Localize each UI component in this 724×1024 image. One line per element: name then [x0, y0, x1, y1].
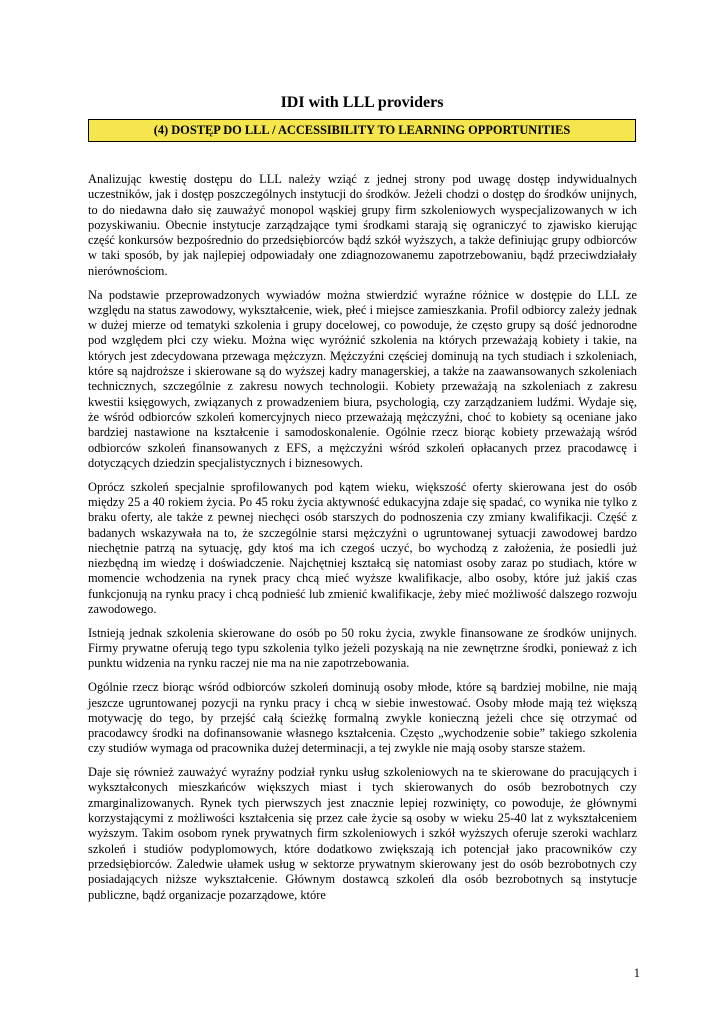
document-title: IDI with LLL providers [280, 94, 444, 111]
paragraph: Ogólnie rzecz biorąc wśród odbiorców szkoleń dominują osoby młode, które są bardziej mobilne, nie mają jeszcze ugruntowanej pozycji na rynku pracy i chcą w siebie inwestować. Osoby młode mają też większą motywację do tego, by przejść całą ścieżkę formalną zwykle konieczną jeżeli chce się otrzymać od pracodawcy środki na dofinansowanie własnego kształcenia. Często „wychodzenie sobie” takiego szkolenia czy studiów wymaga od pracownika dużej determinacji, a tej zwykle nie mają osoby starsze stażem. [88, 680, 637, 756]
paragraph: Analizując kwestię dostępu do LLL należy wziąć z jednej strony pod uwagę dostęp indywidualnych uczestników, jak i dostęp poszczególnych instytucji do środków. Jeżeli chodzi o dostęp do środków unijnych, to do niedawna dało się zauważyć monopol wąskiej grupy firm szkoleniowych wyspecjalizowanych w ich pozyskiwaniu. Obecnie instytucje zarządzające tymi środkami starają się ograniczyć to zjawisko kierując część konkursów bezpośrednio do przedsiębiorców bądź szkół wyższych, a także definiując grupy odbiorców w taki sposób, by jak najlepiej odpowiadały one zdiagnozowanemu zapotrzebowaniu, bądź przeciwdziałały nierównościom. [88, 172, 637, 278]
paragraph: Istnieją jednak szkolenia skierowane do osób po 50 roku życia, zwykle finansowane ze środków unijnych. Firmy prywatne oferują tego typu szkolenia tylko jeżeli pozyskają na nie zewnętrzne środki, ponieważ z ich punktu widzenia na rynku raczej nie ma na nie zapotrzebowania. [88, 625, 637, 671]
paragraph: Daje się również zauważyć wyraźny podział rynku usług szkoleniowych na te skierowane do pracujących i wykształconych mieszkańców większych miast i tych skierowanych do osób bezrobotnych czy zmarginalizowanych. Rynek tych pierwszych jest znacznie lepiej rozwinięty, co powoduje, że głównymi korzystającymi z możliwości kształcenia się przez całe życie są osoby w wieku 25-40 lat z wykształceniem wyższym. Takim osobom rynek prywatnych firm szkoleniowych i szkół wyższych oferuje szeroki wachlarz szkoleń i studiów podyplomowych, które dodatkowo zwiększają ich potencjał jako pracowników czy przedsiębiorców. Zaledwie ułamek usług w sektorze prywatnym skierowany jest do osób bezrobotnych czy posiadających niższe wykształcenie. Głównym dostawcą szkoleń dla osób bezrobotnych są instytucje publiczne, bądź organizacje pozarządowe, które [88, 765, 637, 902]
section-header: (4) DOSTĘP DO LLL / ACCESSIBILITY TO LEARNING OPPORTUNITIES [88, 119, 636, 142]
paragraph: Oprócz szkoleń specjalnie sprofilowanych pod kątem wieku, większość oferty skierowana jest do osób między 25 a 40 rokiem życia. Po 45 roku życia aktywność edukacyjna zdaje się spadać, co wynika nie tylko z braku oferty, ale także z pewnej niechęci osób starszych do podnoszenia czy zmiany kwalifikacji. Część z badanych wskazywała na to, że szczególnie starsi mężczyźni o ugruntowanej sytuacji zawodowej bardzo niechętnie patrzą na sytuację, gdy ktoś ma ich czegoś uczyć, bo wychodzą z założenia, że posiedli już niezbędną im wiedzę i doświadczenie. Najchętniej kształcą się natomiast osoby zaraz po studiach, które w momencie wchodzenia na rynek pracy chcą mieć wyższe kwalifikacje, albo osoby, które już jakiś czas funkcjonują na rynku pracy i chcą podnieść lub zmienić kwalifikacje, żeby mieć możliwość dalszego rozwoju zawodowego. [88, 479, 637, 617]
paragraph: Na podstawie przeprowadzonych wywiadów można stwierdzić wyraźne różnice w dostępie do LLL ze względu na status zawodowy, wykształcenie, wiek, płeć i miejsce zamieszkania. Profil odbiorcy zależy jednak w dużej mierze od tematyki szkolenia i grupy docelowej, co powoduje, że często grupy są dość jednorodne pod względem płci czy wieku. Można więc wyróżnić szkolenia na których przeważają kobiety i takie, na których jest zdecydowana przewaga mężczyzn. Mężczyźni częściej dominują na tych studiach i szkoleniach, które są najdroższe i skierowane są do wyższej kadry managerskiej, a także na zaawansowanych szkoleniach technicznych, szczególnie z zakresu nowych technologii. Kobiety przeważają na szkoleniach z zakresu kwestii księgowych, związanych z prowadzeniem biura, psychologią, czy zarządzaniem ludźmi. Wydaje się, że wśród odbiorców szkoleń komercyjnych nieco przeważają mężczyźni, choć to kobiety są oceniane jako bardziej nastawione na kształcenie i samodoskonalenie. Ogólnie rzecz biorąc kobiety przeważają wśród odbiorców szkoleń finansowanych z EFS, a mężczyźni wśród szkoleń opłacanych przez pracodawcę i dotyczących dziedzin specjalistycznych i biznesowych. [88, 287, 637, 470]
document-body [88, 172, 637, 911]
page-number: 1 [633, 966, 640, 980]
